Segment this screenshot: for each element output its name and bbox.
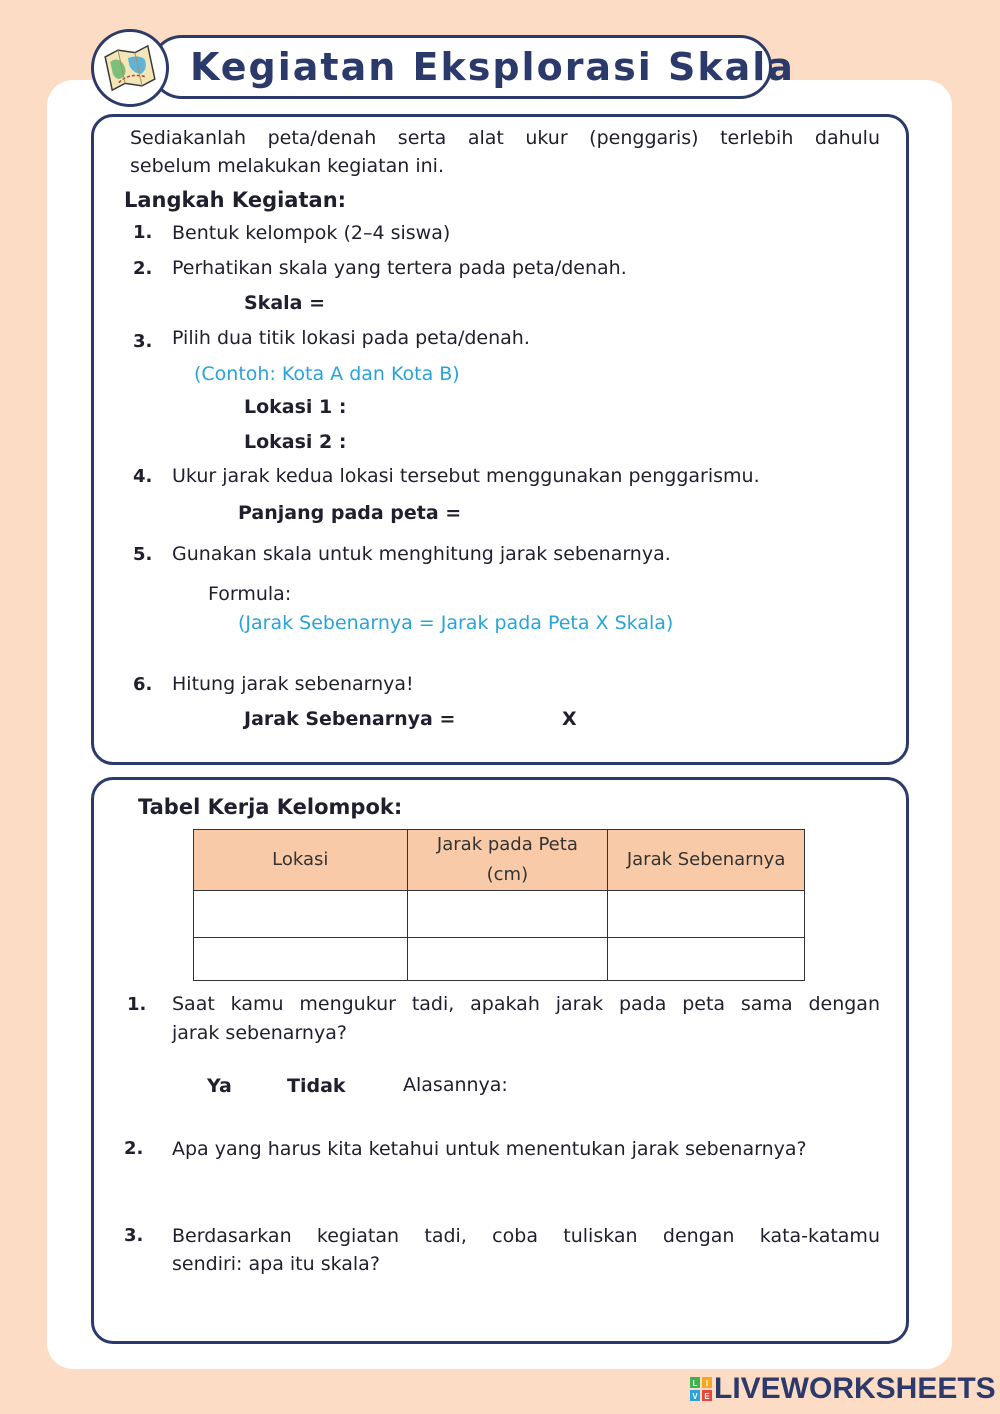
steps-heading: Langkah Kegiatan: (124, 188, 347, 212)
step-number: 4. (133, 466, 153, 487)
question-text: Saat kamu mengukur tadi, apakah jarak pada peta sama dengan (172, 993, 880, 1015)
table-cell-input[interactable] (407, 891, 608, 938)
question-number: 3. (124, 1225, 144, 1246)
step-number: 6. (133, 674, 153, 695)
table-cell-input[interactable] (194, 938, 408, 981)
lokasi-1-label: Lokasi 1 : (244, 396, 347, 418)
intro-line-1: Sediakanlah peta/denah serta alat ukur (penggaris) terlebih dahulu (130, 127, 880, 149)
step-text: Hitung jarak sebenarnya! (172, 673, 414, 695)
reason-label: Alasannya: (403, 1074, 508, 1096)
question-text: Berdasarkan kegiatan tadi, coba tuliskan dengan kata-katamu (172, 1225, 880, 1247)
jarak-label: Jarak Sebenarnya = (244, 708, 456, 730)
step-number: 3. (133, 331, 153, 352)
logo-letter: I (705, 1379, 709, 1388)
table-cell-input[interactable] (608, 891, 805, 938)
table-heading: Tabel Kerja Kelompok: (138, 795, 403, 819)
skala-label: Skala = (244, 292, 326, 314)
question-text: sendiri: apa itu skala? (172, 1253, 380, 1275)
option-yes[interactable]: Ya (207, 1075, 232, 1097)
table-row (194, 938, 805, 981)
step-number: 2. (133, 258, 153, 279)
lokasi-2-label: Lokasi 2 : (244, 431, 347, 453)
intro-line-2: sebelum melakukan kegiatan ini. (130, 155, 444, 177)
table-cell-input[interactable] (407, 938, 608, 981)
table-row (194, 891, 805, 938)
logo-letter: L (692, 1379, 698, 1388)
panjang-label: Panjang pada peta = (238, 502, 462, 524)
option-no[interactable]: Tidak (287, 1075, 346, 1097)
step-text: Ukur jarak kedua lokasi tersebut menggunakan penggarismu. (172, 465, 760, 487)
logo-letter: V (692, 1392, 698, 1401)
step-text: Bentuk kelompok (2–4 siswa) (172, 222, 451, 244)
step-text: Gunakan skala untuk menghitung jarak sebenarnya. (172, 543, 671, 565)
formula-text: (Jarak Sebenarnya = Jarak pada Peta X Skala) (238, 612, 674, 634)
table-cell-input[interactable] (608, 938, 805, 981)
group-work-table (193, 829, 805, 981)
logo-letter: E (704, 1392, 710, 1401)
times-symbol: X (562, 708, 577, 730)
question-number: 1. (127, 994, 147, 1015)
step-text: Pilih dua titik lokasi pada peta/denah. (172, 327, 530, 349)
column-header: Lokasi (194, 830, 408, 891)
table-cell-input[interactable] (194, 891, 408, 938)
formula-label: Formula: (208, 583, 292, 605)
map-icon (91, 29, 169, 107)
step-number: 5. (133, 544, 153, 565)
question-text: Apa yang harus kita ketahui untuk menentukan jarak sebenarnya? (172, 1138, 807, 1160)
page-title: Kegiatan Eksplorasi Skala (190, 45, 795, 89)
brand-text[interactable]: LIVEWORKSHEETS (714, 1372, 996, 1405)
example-text: (Contoh: Kota A dan Kota B) (194, 363, 460, 385)
column-header: Jarak pada Peta (cm) (407, 830, 608, 891)
liveworksheets-logo-icon (690, 1377, 712, 1401)
question-text: jarak sebenarnya? (172, 1022, 347, 1044)
step-text: Perhatikan skala yang tertera pada peta/denah. (172, 257, 627, 279)
step-number: 1. (133, 222, 153, 243)
column-header: Jarak Sebenarnya (608, 830, 805, 891)
table-header-row (194, 830, 805, 891)
liveworksheets-brand (690, 1374, 996, 1404)
question-number: 2. (124, 1138, 144, 1159)
